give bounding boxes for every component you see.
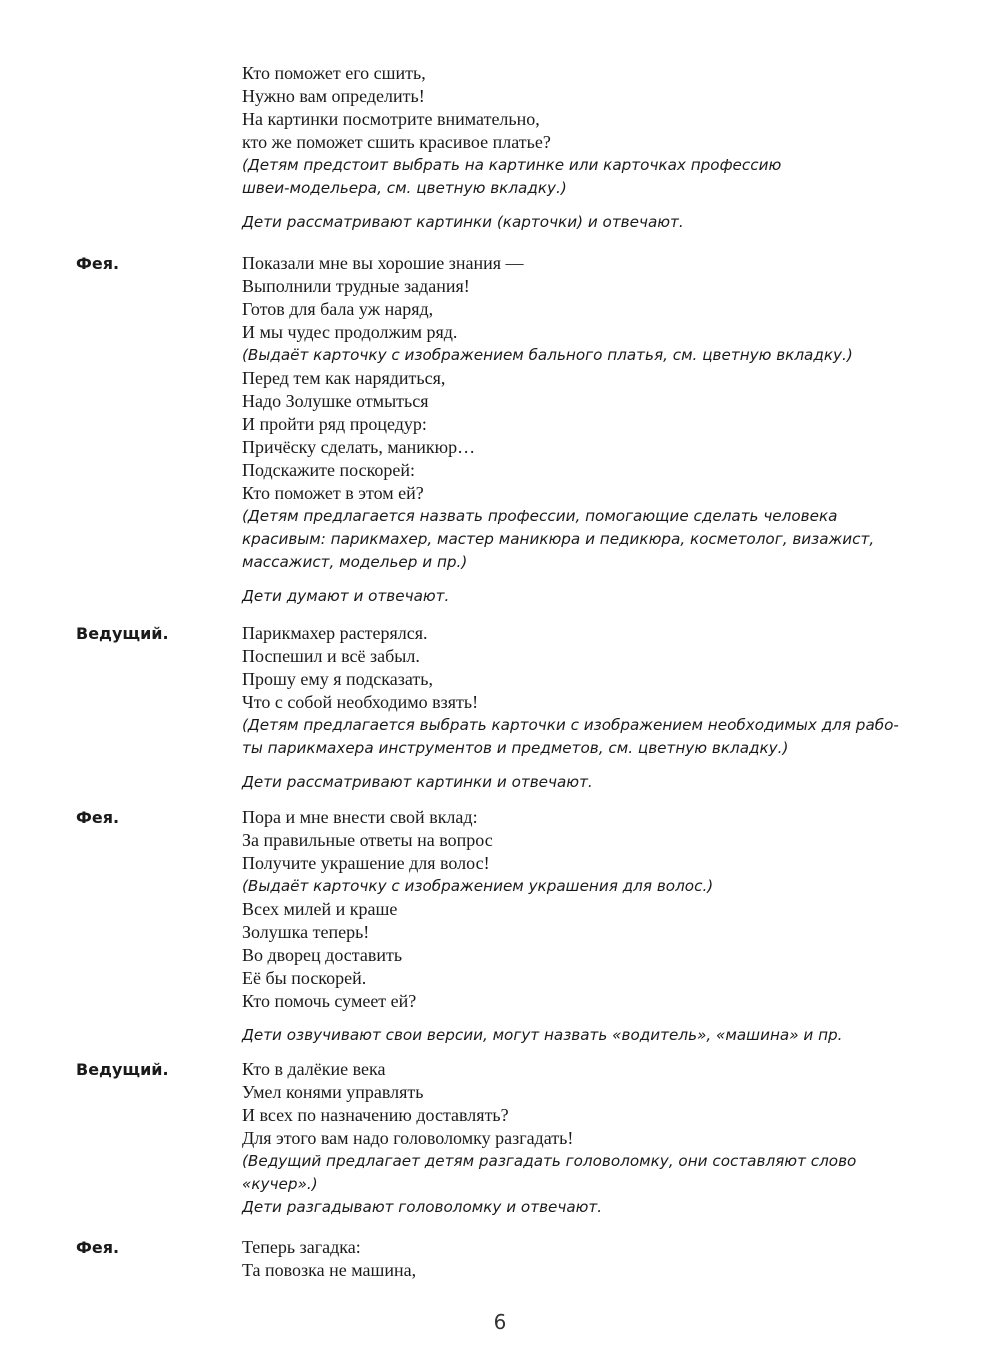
verse-line: Нужно вам определить! <box>242 86 425 106</box>
stage-direction: швеи-модельера, см. цветную вкладку.) <box>242 179 567 197</box>
verse-line: Золушка теперь! <box>242 922 370 942</box>
speaker-name: Ведущий. <box>76 1060 169 1079</box>
stage-direction: (Выдаёт карточку с изображением бального платья, см. цветную вкладку.) <box>242 346 853 364</box>
paragraph-gap <box>242 1013 972 1024</box>
verse-line: Выполнили трудные задания! <box>242 276 470 296</box>
verse-line: Кто в далёкие века <box>242 1059 386 1079</box>
verse-line: На картинки посмотрите внимательно, <box>242 109 540 129</box>
verse-line: Кто поможет в этом ей? <box>242 483 424 503</box>
stage-direction: красивым: парикмахер, мастер маникюра и педикюра, косметолог, визажист, <box>242 530 875 548</box>
verse-line: Прошу ему я подсказать, <box>242 669 433 689</box>
verse-line: Пора и мне внести свой вклад: <box>242 807 478 827</box>
block-content <box>242 806 972 1047</box>
verse-line: Её бы поскорей. <box>242 968 367 988</box>
block-content <box>242 252 972 608</box>
stage-direction: Дети озвучивают свои версии, могут назвать «водитель», «машина» и пр. <box>242 1026 843 1044</box>
verse-line: Что с собой необходимо взять! <box>242 692 479 712</box>
paragraph-gap <box>242 574 972 585</box>
verse-line: За правильные ответы на вопрос <box>242 830 493 850</box>
verse-line: Всех милей и краше <box>242 899 398 919</box>
stage-direction: Дети думают и отвечают. <box>242 587 450 605</box>
verse-line: Во дворец доставить <box>242 945 403 965</box>
verse-line: Причёску сделать, маникюр… <box>242 437 476 457</box>
page-number: 6 <box>493 1310 507 1334</box>
stage-direction: (Ведущий предлагает детям разгадать головоломку, они составляют слово <box>242 1152 857 1170</box>
stage-direction: (Выдаёт карточку с изображением украшения для волос.) <box>242 877 714 895</box>
verse-line: Парикмахер растерялся. <box>242 623 428 643</box>
stage-direction: «кучер».) <box>242 1175 318 1193</box>
verse-line: Перед тем как нарядиться, <box>242 368 446 388</box>
verse-line: Готов для бала уж наряд, <box>242 299 434 319</box>
speaker-name: Фея. <box>76 1238 120 1257</box>
verse-line: Теперь загадка: <box>242 1237 361 1257</box>
stage-direction: Дети разгадывают головоломку и отвечают. <box>242 1198 603 1216</box>
speaker-name: Фея. <box>76 808 120 827</box>
verse-line: Получите украшение для волос! <box>242 853 490 873</box>
stage-direction: (Детям предлагается назвать профессии, помогающие сделать человека <box>242 507 838 525</box>
block-content <box>242 622 972 794</box>
stage-direction: Дети рассматривают картинки и отвечают. <box>242 773 593 791</box>
block-content <box>242 62 972 234</box>
verse-line: Кто помочь сумеет ей? <box>242 991 417 1011</box>
verse-line: И пройти ряд процедур: <box>242 414 427 434</box>
paragraph-gap <box>242 760 972 771</box>
paragraph-gap <box>242 200 972 211</box>
verse-line: И всех по назначению доставлять? <box>242 1105 509 1125</box>
verse-line: Надо Золушке отмыться <box>242 391 429 411</box>
stage-direction: Дети рассматривают картинки (карточки) и отвечают. <box>242 213 684 231</box>
verse-line: Для этого вам надо головоломку разгадать! <box>242 1128 574 1148</box>
verse-line: Кто поможет его сшить, <box>242 63 426 83</box>
stage-direction: ты парикмахера инструментов и предметов, см. цветную вкладку.) <box>242 739 789 757</box>
stage-direction: массажист, модельер и пр.) <box>242 553 468 571</box>
verse-line: Поспешил и всё забыл. <box>242 646 420 666</box>
verse-line: И мы чудес продолжим ряд. <box>242 322 458 342</box>
block-content <box>242 1236 972 1282</box>
block-content <box>242 1058 972 1219</box>
verse-line: Показали мне вы хорошие знания — <box>242 253 524 273</box>
verse-line: Та повозка не машина, <box>242 1260 417 1280</box>
verse-line: Подскажите поскорей: <box>242 460 416 480</box>
speaker-name: Фея. <box>76 254 120 273</box>
stage-direction: (Детям предстоит выбрать на картинке или карточках профессию <box>242 156 782 174</box>
verse-line: Умел конями управлять <box>242 1082 424 1102</box>
stage-direction: (Детям предлагается выбрать карточки с изображением необходимых для рабо- <box>242 716 899 734</box>
speaker-name: Ведущий. <box>76 624 169 643</box>
verse-line: кто же поможет сшить красивое платье? <box>242 132 551 152</box>
